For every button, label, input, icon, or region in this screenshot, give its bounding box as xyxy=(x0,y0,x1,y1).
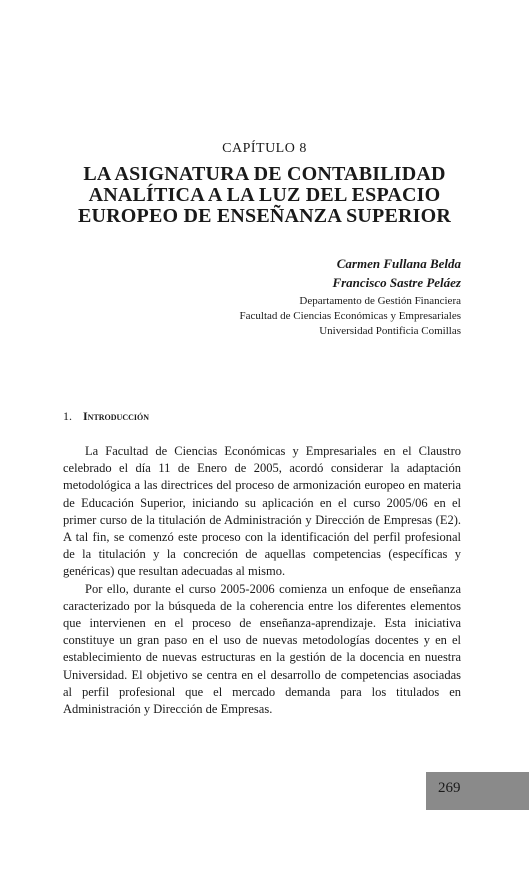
chapter-title: LA ASIGNATURA DE CONTABILIDAD ANALÍTICA A LA LUZ DEL ESPACIO EUROPEO DE ENSEÑANZA SUPERIOR xyxy=(77,163,452,227)
section-number: 1. xyxy=(63,409,72,423)
author-name: Francisco Sastre Peláez xyxy=(332,275,461,290)
authors-block xyxy=(332,254,461,292)
affiliation-faculty: Facultad de Ciencias Económicas y Empresariales xyxy=(239,310,461,322)
paragraph: La Facultad de Ciencias Económicas y Empresariales en el Claustro celebrado el día 11 de Enero de 2005, acordó considerar la adaptación metodológica a las directrices del proceso de armonización europeo en materia de Educación Superior, iniciando su aplicación en el curso 2005/06 en el primer curso de la titulación de Administración y Dirección de Empresas (E2). A tal fin, se comenzó este proceso con la identificación del perfil profesional de la titulación y la concreción de aquellas competencias (específicas y genéricas) que resultan adecuadas al mismo. xyxy=(63,444,461,579)
section-title: Introducción xyxy=(83,409,150,423)
paragraph: Por ello, durante el curso 2005-2006 comienza un enfoque de enseñanza caracterizado por la búsqueda de la coherencia entre los diferentes elementos que intervienen en el proceso de enseñanza-aprendizaje. Esta iniciativa constituye un gran paso en el uso de nuevas metodologías docentes y en el establecimiento de nuevas estructuras en la gestión de la docencia en nuestra Universidad. El objetivo se centra en el desarrollo de competencias asociadas al perfil profesional que el mercado demanda para los titulados en Administración y Dirección de Empresas. xyxy=(63,581,461,717)
page-number: 269 xyxy=(438,780,461,796)
page-number-tab xyxy=(426,772,529,810)
affiliation-department: Departamento de Gestión Financiera xyxy=(299,295,461,307)
section-heading xyxy=(63,409,149,424)
body-text xyxy=(63,443,461,718)
affiliation-block xyxy=(240,294,461,339)
affiliation-university: Universidad Pontificia Comillas xyxy=(319,325,461,337)
author-name: Carmen Fullana Belda xyxy=(336,256,461,271)
chapter-label: CAPÍTULO 8 xyxy=(222,141,307,156)
